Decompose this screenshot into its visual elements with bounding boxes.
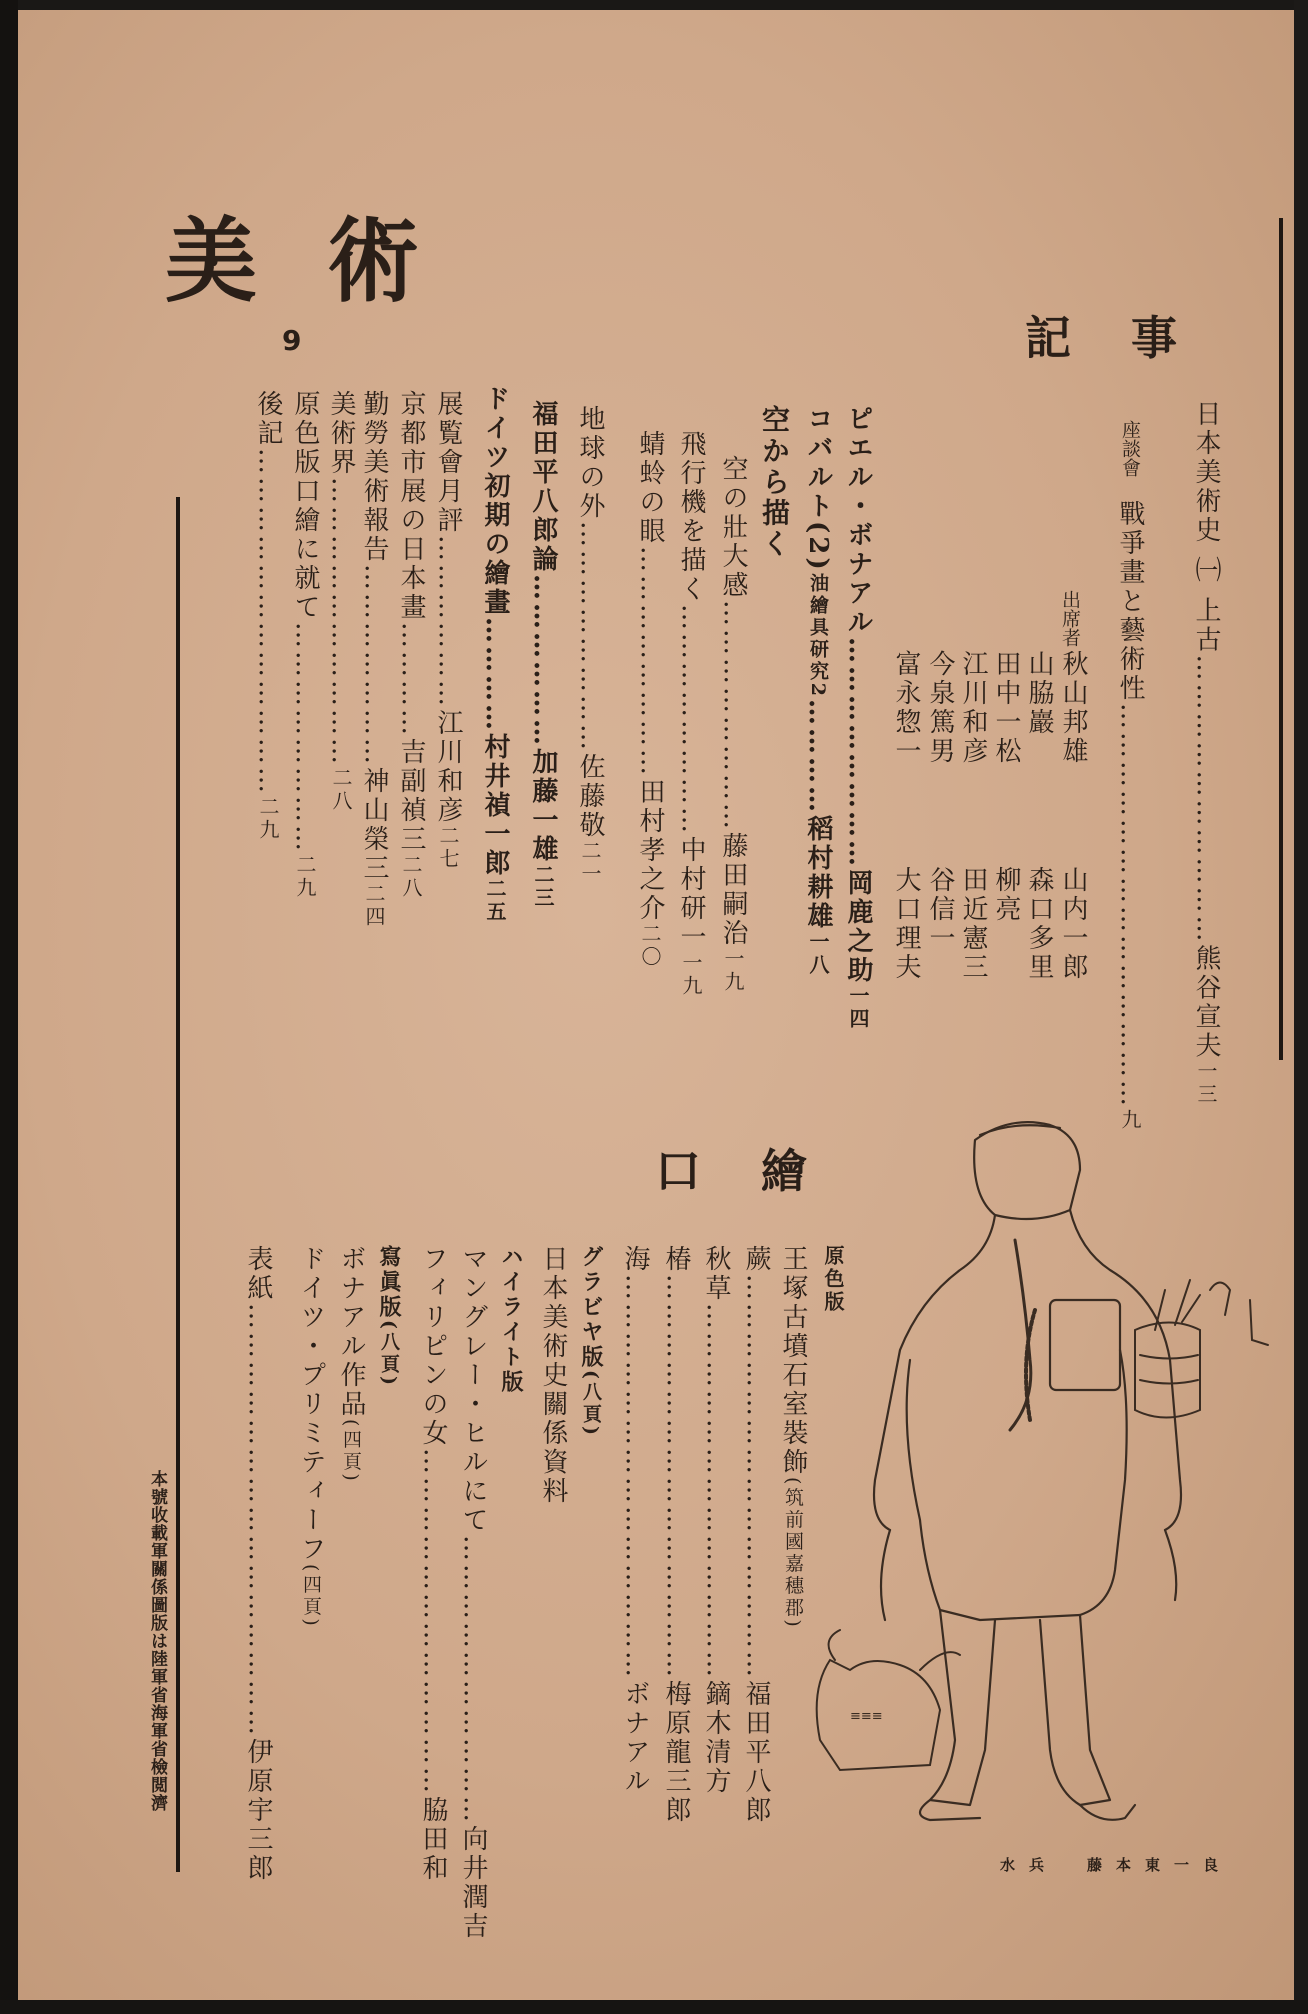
attendee-name: 秋山邦雄 <box>1058 650 1088 766</box>
attendee-name: 柳亮 <box>991 866 1021 924</box>
article-kyoto-exhibition[interactable]: 京都市展の日本畫…………吉副禎三二八 <box>396 390 426 900</box>
left-border-rule <box>176 497 180 1872</box>
article-dragonfly-eye[interactable]: 蜻蛉の眼……………………田村孝之介二〇 <box>635 430 665 969</box>
article-page: 一三 <box>1194 1060 1218 1107</box>
plate-umi[interactable]: 海……………………………………ボナアル <box>620 1245 650 1796</box>
plate-warabi[interactable]: 蕨……………………………………福田平八郎 <box>741 1245 771 1825</box>
plate-author: ボナアル <box>620 1680 650 1796</box>
article-page: 二五 <box>483 878 507 924</box>
article-page: 九 <box>1118 1109 1142 1132</box>
articles-header: 記事 <box>1025 311 1237 365</box>
attendee-name: 大口理夫 <box>891 866 921 982</box>
article-beyond-earth[interactable]: 地球の外……………………佐藤敬二一 <box>575 405 605 886</box>
article-page: 一八 <box>806 930 830 977</box>
plate-german-primitive[interactable]: ドイツ・プリミティーフ(四頁) <box>296 1245 326 1629</box>
attendee-name: 森口多里 <box>1024 866 1054 982</box>
article-page: 二三 <box>531 864 555 910</box>
scan-border-left <box>0 0 18 2014</box>
article-page: 一四 <box>846 985 870 1031</box>
article-author: 佐藤敬 <box>575 753 605 840</box>
plate-cover[interactable]: 表紙………………………………………伊原宇三郎 <box>243 1245 273 1883</box>
plate-art-history-materials[interactable]: 日本美術史關係資料 <box>538 1245 568 1506</box>
plate-mangley-hill[interactable]: マングレー・ヒルにて…………………………向井潤吉 <box>458 1245 488 1941</box>
article-page: 二一 <box>578 840 602 886</box>
plates-header: 口繪 <box>655 1144 867 1198</box>
attendee-name: 今泉篤男 <box>925 650 955 766</box>
plate-category-highlight: ハイライト版 <box>498 1245 524 1395</box>
article-author: 江川和彦 <box>433 709 463 825</box>
plate-author: 向井潤吉 <box>458 1825 488 1941</box>
plate-tsubaki[interactable]: 椿……………………………………梅原龍三郎 <box>661 1245 691 1825</box>
article-labor-art-report[interactable]: 勤勞美術報告…………………神山榮三二四 <box>359 390 389 929</box>
article-author: 田村孝之介 <box>635 778 665 923</box>
article-page: 一九 <box>679 952 703 998</box>
plate-author: 梅原龍三郎 <box>661 1680 691 1825</box>
plate-author: 福田平八郎 <box>741 1680 771 1825</box>
article-color-plate-notes[interactable]: 原色版口繪に就て……………………二九 <box>290 390 320 900</box>
article-author: 稻村耕雄 <box>803 814 833 931</box>
attendee-name: 田近憲三 <box>958 866 988 982</box>
article-author: 熊谷宣夫 <box>1191 944 1221 1061</box>
article-author: 中村研一 <box>676 836 706 952</box>
article-art-world[interactable]: 美術界…………………………二八 <box>326 390 356 813</box>
article-japanese-art-history[interactable]: 日本美術史 ㈠ 上古…………………………熊谷宣夫一三 <box>1191 400 1221 1107</box>
plate-philippine-woman[interactable]: フィリピンの女………………………………脇田和 <box>418 1245 448 1883</box>
attendee-name: 谷信一 <box>925 866 955 953</box>
plate-author: 伊原宇三郎 <box>243 1738 273 1883</box>
plate-category-color: 原色版 <box>821 1245 845 1314</box>
round-table-label: 座談會 <box>1119 420 1141 477</box>
article-page: 二四 <box>362 883 386 929</box>
article-author: 村井禎一郎 <box>480 733 510 878</box>
article-author: 藤田嗣治 <box>718 832 748 948</box>
article-author: 岡鹿之助 <box>843 869 873 985</box>
article-author: 吉副禎三 <box>396 738 426 854</box>
illustration-credit: 水兵 藤本東一良 <box>1000 1856 1233 1874</box>
plate-otsuka-tomb[interactable]: 王塚古墳石室裝飾(筑前國嘉穗郡) <box>778 1245 808 1630</box>
plate-category-photo: 寫眞版(八頁) <box>376 1245 402 1388</box>
scan-border-top <box>0 0 1308 10</box>
attendee-name: 山脇巖 <box>1024 650 1054 737</box>
article-sky-grandeur[interactable]: 空の壯大感……………………藤田嗣治一九 <box>718 455 748 994</box>
article-page: 二九 <box>256 796 280 842</box>
plate-bonnard-works[interactable]: ボナアル作品(四頁) <box>336 1245 366 1484</box>
article-page: 二七 <box>436 825 460 871</box>
plate-category-gravure: グラビヤ版(八頁) <box>578 1245 604 1438</box>
article-drawing-aircraft[interactable]: 飛行機を描く……………………中村研一一九 <box>676 430 706 998</box>
section-drawing-from-sky: 空から描く <box>758 405 791 560</box>
article-page: 二八 <box>329 767 353 813</box>
censorship-notice: 本號收載軍關係圖版は陸軍省海軍省檢閲濟 <box>147 1470 167 1812</box>
plate-author: 鏑木清方 <box>701 1680 731 1796</box>
attendee-name: 江川和彦 <box>958 650 988 766</box>
attendees-label: 出席者 <box>1059 590 1081 647</box>
svg-text:≡≡≡: ≡≡≡ <box>850 1709 883 1724</box>
attendee-name: 山内一郎 <box>1058 866 1088 982</box>
article-page: 二八 <box>399 854 423 900</box>
article-page: 二九 <box>293 854 317 900</box>
attendee-name: 富永惣一 <box>891 650 921 766</box>
right-border-rule <box>1279 218 1283 1060</box>
article-author: 神山榮三 <box>359 767 389 883</box>
article-monthly-exhibition-review[interactable]: 展覧會月評………………江川和彦二七 <box>433 390 463 871</box>
article-afterword[interactable]: 後記………………………………二九 <box>253 390 283 842</box>
article-page: 一九 <box>721 948 745 994</box>
issue-number: 9 <box>282 324 302 357</box>
article-war-painting[interactable]: 戰爭畫と藝術性……………………………………九 <box>1115 500 1145 1132</box>
article-page: 二〇 <box>638 923 662 969</box>
article-cobalt[interactable]: コバルト(2)油繪具研究2…………稻村耕雄一八 <box>803 405 833 977</box>
attendee-name: 田中一松 <box>991 650 1021 766</box>
article-author: 加藤一雄 <box>528 748 558 864</box>
plate-akikusa[interactable]: 秋草…………………………………鏑木清方 <box>701 1245 731 1796</box>
article-bonnard[interactable]: ピエル・ボナアル……………………岡鹿之助一四 <box>843 405 873 1031</box>
scan-border-bottom <box>0 2000 1308 2014</box>
magazine-title: 美術 <box>165 207 490 315</box>
sailor-illustration <box>780 1100 1300 1860</box>
plate-author: 脇田和 <box>418 1796 448 1883</box>
article-german-early-painting[interactable]: ドイツ初期の繪畫…………村井禎一郎二五 <box>480 385 510 924</box>
article-fukuda-heihachiro[interactable]: 福田平八郎論………………加藤一雄二三 <box>528 400 558 910</box>
